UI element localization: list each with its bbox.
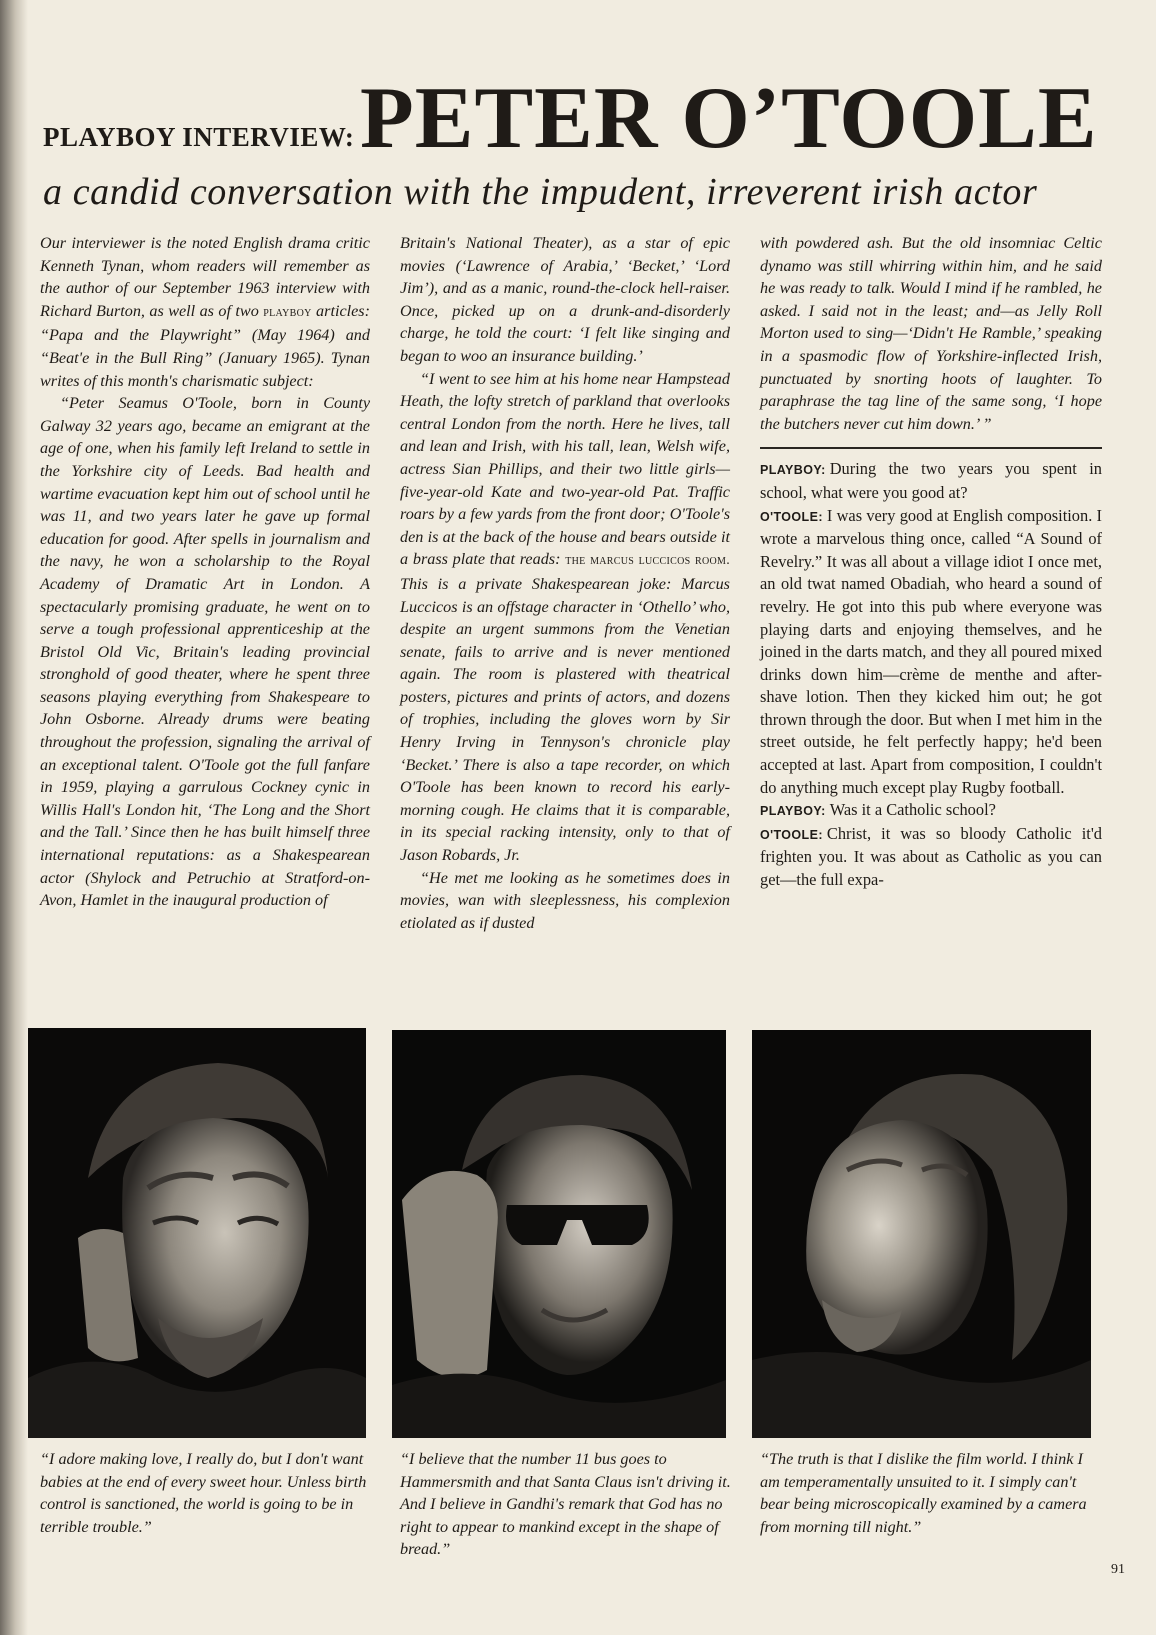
- speaker-label: O'TOOLE:: [760, 827, 823, 842]
- photo-portrait-3: [752, 1030, 1091, 1438]
- photo-portrait-2: [392, 1030, 726, 1438]
- speaker-label: O'TOOLE:: [760, 509, 823, 524]
- brass-plate-text: the marcus luccicos room.: [565, 553, 730, 569]
- intro-paragraph: with powdered ash. But the old insomniac Celtic dynamo was still whirring within him, and he said he was ready to talk. Would I mind if he rambled, he asked. I said not in the least; and—as Jelly Roll Morton used to sing—‘Didn't He Ramble,’ speaking in a spasmodic flow of Yorkshire-inflected Irish, punctuated by snorting hoots of laughter. To paraphrase the tag line of the same song, ‘I hope the butchers never cut him down.’ ”: [760, 234, 1102, 433]
- intro-paragraph: “He met me looking as he sometimes does in movies, wan with sleeplessness, his complexion etiolated as if dusted: [400, 868, 730, 932]
- interview-kicker: PLAYBOY INTERVIEW:: [43, 122, 355, 152]
- page-number: 91: [1111, 1562, 1125, 1577]
- text-column-1: [40, 232, 370, 912]
- intro-text: articles: “Papa and the Playwright” (May 1964) and “Beat'e in the Bull Ring” (January 1965). Tynan writes of this month's charismatic subject:: [40, 301, 370, 390]
- photo-caption-2: “I believe that the number 11 bus goes to Hammersmith and that Santa Claus isn't driving it. And I believe in Gandhi's remark that God has no right to appear to mankind except in the shape of bread.”: [400, 1450, 731, 1559]
- article-title: PETER O’TOOLE: [360, 70, 1098, 167]
- interview-text: Christ, it was so bloody Catholic it'd frighten you. It was about as Catholic as you can get—the full expa-: [760, 823, 1102, 890]
- portrait-illustration-2: [392, 1030, 726, 1438]
- photo-caption-1: “I adore making love, I really do, but I don't want babies at the end of every sweet hour. Unless birth control is sanctioned, the world is going to be in terrible trouble.”: [40, 1450, 367, 1536]
- photo-caption-3: “The truth is that I dislike the film world. I think I am temperamentally unsuited to it. I simply can't bear being microscopically examined by a camera from morning till night.”: [760, 1450, 1087, 1536]
- intro-text: “I went to see him at his home near Hampstead Heath, the lofty stretch of parkland that overlooks central London from the north. Here he lives, tall and lean and Irish, with his tall, lean, Welsh wife, actress Sian Phillips, and their two little girls—five-year-old Kate and two-year-old Pat. Traffic roars by a few yards from the front door; O'Toole's den is at the back of the house and bears outside it a brass plate that reads:: [400, 369, 730, 569]
- speaker-label: PLAYBOY:: [760, 463, 826, 478]
- portrait-illustration-3: [752, 1030, 1091, 1438]
- text-column-3: [760, 232, 1102, 892]
- interview-text: Was it a Catholic school?: [829, 800, 996, 820]
- intro-paragraph: [400, 368, 730, 867]
- article-subtitle: a candid conversation with the impudent, irreverent irish actor: [43, 171, 1038, 213]
- section-divider: [760, 447, 1102, 449]
- interview-text: I was very good at English composition. I wrote a marvelous thing once, called “A Sound of Revelry.” It was all about a village idiot I once met, an old twat named Obadiah, who heard a sound of revelry. He got into this pub where everyone was playing darts and enjoying themselves, and he joined in the darts match, and they all poured mixed drinks down him—crème de menthe and after-shave lotion. Then they kicked him out; he got thrown through the door. But when I met him in the street outside, he felt perfectly happy; he'd been accepted at last. Apart from composition, I couldn't do anything much except play Rugby football.: [760, 505, 1102, 797]
- interview-exchange: [760, 823, 1102, 892]
- page-gutter-shadow: [0, 0, 28, 1635]
- interview-exchange: [760, 799, 1102, 823]
- text-column-2: [400, 232, 730, 934]
- intro-text: This is a private Shakespearean joke: Marcus Luccicos is an offstage character in ‘Othello’ who, despite an urgent summons from the Venetian senate, fails to arrive and is never mentioned again. The room is plastered with theatrical posters, pictures and prints of actors, and dozens of trophies, including the gloves worn by Sir Henry Irving in Tennyson's chronicle play ‘Becket.’ There is also a tape recorder, on which O'Toole has been known to record his early-morning cough. He claims that it is comparable, in its special racking intensity, only to that of Jason Robards, Jr.: [400, 574, 730, 865]
- intro-paragraph: “Peter Seamus O'Toole, born in County Galway 32 years ago, became an emigrant at the age of one, when his family left Ireland to settle in the Yorkshire city of Leeds. Bad health and wartime evacuation kept him out of school until he was 11, and two years later he gave up formal education for good. After spells in journalism and the navy, he won a scholarship to the Royal Academy of Dramatic Art in London. A spectacularly promising graduate, he went on to serve a tough professional apprenticeship at the Bristol Old Vic, Britain's leading provincial stronghold of good theater, where he spent three seasons playing everything from Shakespeare to John Osborne. Already drums were beating throughout the profession, signaling the arrival of an exceptional talent. O'Toole got the full fanfare in 1959, playing a garrulous Cockney cynic in Willis Hall's London hit, ‘The Long and the Short and the Tall.’ Since then he has built himself three international reputations: as a Shakespearean actor (Shylock and Petruchio at Stratford-on-Avon, Hamlet in the inaugural production of: [40, 394, 370, 910]
- interview-text: During the two years you spent in school, what were you good at?: [760, 459, 1102, 502]
- interview-exchange: [760, 458, 1102, 504]
- portrait-illustration-1: [28, 1028, 366, 1438]
- intro-paragraph: Britain's National Theater), as a star of epic movies (‘Lawrence of Arabia,’ ‘Becket,’ ‘Lord Jim’), and as a manic, round-the-clock hell-raiser. Once, picked up on a drunk-and-disorderly charge, he told the court: ‘I felt like singing and began to woo an insurance building.’: [400, 234, 730, 365]
- photo-portrait-1: [28, 1028, 366, 1438]
- speaker-label: PLAYBOY:: [760, 804, 826, 819]
- playboy-small-caps: playboy: [263, 304, 312, 320]
- intro-text: Our interviewer is the noted English drama critic Kenneth Tynan, whom readers will remember as the author of our September 1963 interview with Richard Burton, as well as of two: [40, 234, 370, 320]
- interview-exchange: [760, 505, 1102, 800]
- intro-paragraph: [40, 232, 370, 392]
